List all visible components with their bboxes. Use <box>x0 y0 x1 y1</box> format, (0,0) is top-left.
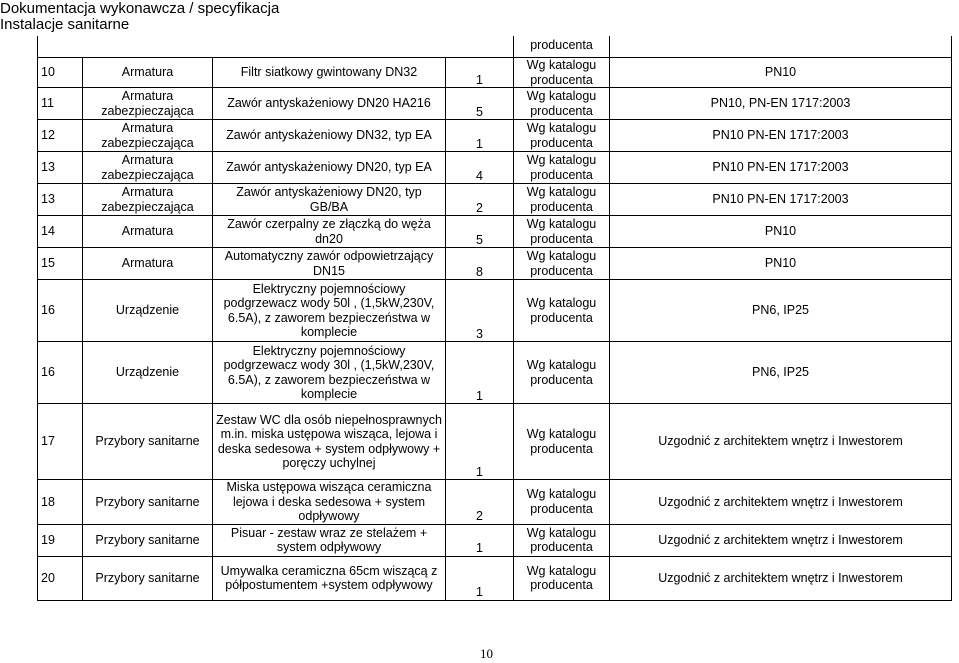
item-description: Automatyczny zawór odpowietrzający DN15 <box>213 248 446 280</box>
item-type: Armatura zabezpieczająca <box>83 88 213 120</box>
item-description: Zawór antyskażeniowy DN20, typ EA <box>213 152 446 184</box>
item-description: Pisuar - zestaw wraz ze stelażem + system odpływowy <box>213 524 446 556</box>
table-row <box>38 342 952 404</box>
item-quantity: 2 <box>446 184 514 216</box>
item-producer: Wg katalogu producenta <box>514 524 610 556</box>
item-note: PN10, PN-EN 1717:2003 <box>610 88 952 120</box>
row-number: 19 <box>38 524 83 556</box>
item-description: Elektryczny pojemnościowy podgrzewacz wody 50l , (1,5kW,230V, 6.5A), z zaworem bezpieczeństwa w komplecie <box>213 280 446 342</box>
item-producer: Wg katalogu producenta <box>514 120 610 152</box>
table-border-top-left <box>37 36 38 58</box>
item-type: Armatura <box>83 248 213 280</box>
table-row <box>38 480 952 525</box>
item-note: PN10 <box>610 58 952 88</box>
item-description: Umywalka ceramiczna 65cm wiszącą z półpostumentem +system odpływowy <box>213 556 446 600</box>
item-description: Zawór antyskażeniowy DN32, typ EA <box>213 120 446 152</box>
document-subtitle: Instalacje sanitarne <box>0 16 130 33</box>
item-quantity: 8 <box>446 248 514 280</box>
producer-continuation: producenta <box>530 38 593 52</box>
item-type: Armatura zabezpieczająca <box>83 120 213 152</box>
item-producer: Wg katalogu producenta <box>514 152 610 184</box>
item-note: PN6, IP25 <box>610 342 952 404</box>
item-description: Zawór czerpalny ze złączką do węża dn20 <box>213 216 446 248</box>
item-quantity: 3 <box>446 280 514 342</box>
item-producer: Wg katalogu producenta <box>514 404 610 480</box>
item-producer: Wg katalogu producenta <box>514 88 610 120</box>
item-producer: Wg katalogu producenta <box>514 248 610 280</box>
item-description: Zestaw WC dla osób niepełnosprawnych m.in. miska ustępowa wisząca, lejowa i deska sedesowa + system odpływowy + poręczy uchylnej <box>213 404 446 480</box>
table-border-top-producer <box>609 36 610 58</box>
item-description: Zawór antyskażeniowy DN20 HA216 <box>213 88 446 120</box>
item-type: Armatura <box>83 216 213 248</box>
item-quantity: 1 <box>446 58 514 88</box>
item-type: Przybory sanitarne <box>83 404 213 480</box>
item-note: PN10 <box>610 216 952 248</box>
table-row <box>38 58 952 88</box>
item-note: PN10 PN-EN 1717:2003 <box>610 120 952 152</box>
item-note: PN6, IP25 <box>610 280 952 342</box>
item-producer: Wg katalogu producenta <box>514 184 610 216</box>
page-number: 10 <box>480 646 493 661</box>
table-row <box>38 524 952 556</box>
item-producer: Wg katalogu producenta <box>514 58 610 88</box>
table-row <box>38 152 952 184</box>
row-number: 12 <box>38 120 83 152</box>
item-quantity: 1 <box>446 342 514 404</box>
item-type: Przybory sanitarne <box>83 480 213 525</box>
item-producer: Wg katalogu producenta <box>514 280 610 342</box>
item-quantity: 4 <box>446 152 514 184</box>
item-description: Zawór antyskażeniowy DN20, typ GB/BA <box>213 184 446 216</box>
item-producer: Wg katalogu producenta <box>514 216 610 248</box>
row-number: 14 <box>38 216 83 248</box>
item-quantity: 1 <box>446 556 514 600</box>
document-title: Dokumentacja wykonawcza / specyfikacja <box>0 0 280 17</box>
item-producer: Wg katalogu producenta <box>514 480 610 525</box>
item-note: PN10 PN-EN 1717:2003 <box>610 184 952 216</box>
item-note: Uzgodnić z architektem wnętrz i Inwestorem <box>610 524 952 556</box>
item-type: Urządzenie <box>83 342 213 404</box>
item-type: Urządzenie <box>83 280 213 342</box>
item-type: Armatura <box>83 58 213 88</box>
row-number: 16 <box>38 280 83 342</box>
item-type: Armatura zabezpieczająca <box>83 152 213 184</box>
item-type: Armatura zabezpieczająca <box>83 184 213 216</box>
row-number: 18 <box>38 480 83 525</box>
row-number: 13 <box>38 184 83 216</box>
item-quantity: 1 <box>446 404 514 480</box>
row-number: 16 <box>38 342 83 404</box>
item-description: Elektryczny pojemnościowy podgrzewacz wody 30l , (1,5kW,230V, 6.5A), z zaworem bezpieczeństwa w komplecie <box>213 342 446 404</box>
item-type: Przybory sanitarne <box>83 556 213 600</box>
row-number: 11 <box>38 88 83 120</box>
item-note: PN10 PN-EN 1717:2003 <box>610 152 952 184</box>
item-note: Uzgodnić z architektem wnętrz i Inwestorem <box>610 556 952 600</box>
item-quantity: 5 <box>446 88 514 120</box>
item-producer: Wg katalogu producenta <box>514 556 610 600</box>
table-row <box>38 248 952 280</box>
item-note: Uzgodnić z architektem wnętrz i Inwestorem <box>610 404 952 480</box>
item-type: Przybory sanitarne <box>83 524 213 556</box>
table-row <box>38 88 952 120</box>
row-number: 10 <box>38 58 83 88</box>
row-number: 20 <box>38 556 83 600</box>
item-note: PN10 <box>610 248 952 280</box>
item-note: Uzgodnić z architektem wnętrz i Inwestorem <box>610 480 952 525</box>
item-producer: Wg katalogu producenta <box>514 342 610 404</box>
specification-table <box>37 57 952 601</box>
row-number: 17 <box>38 404 83 480</box>
item-description: Miska ustępowa wisząca ceramiczna lejowa i deska sedesowa + system odpływowy <box>213 480 446 525</box>
item-quantity: 1 <box>446 120 514 152</box>
table-row <box>38 404 952 480</box>
table-row <box>38 216 952 248</box>
row-number: 13 <box>38 152 83 184</box>
row-number: 15 <box>38 248 83 280</box>
item-description: Filtr siatkowy gwintowany DN32 <box>213 58 446 88</box>
item-quantity: 5 <box>446 216 514 248</box>
table-row <box>38 556 952 600</box>
item-quantity: 2 <box>446 480 514 525</box>
table-row <box>38 184 952 216</box>
item-quantity: 1 <box>446 524 514 556</box>
table-row <box>38 120 952 152</box>
table-row <box>38 280 952 342</box>
table-border-top-right <box>951 36 952 58</box>
